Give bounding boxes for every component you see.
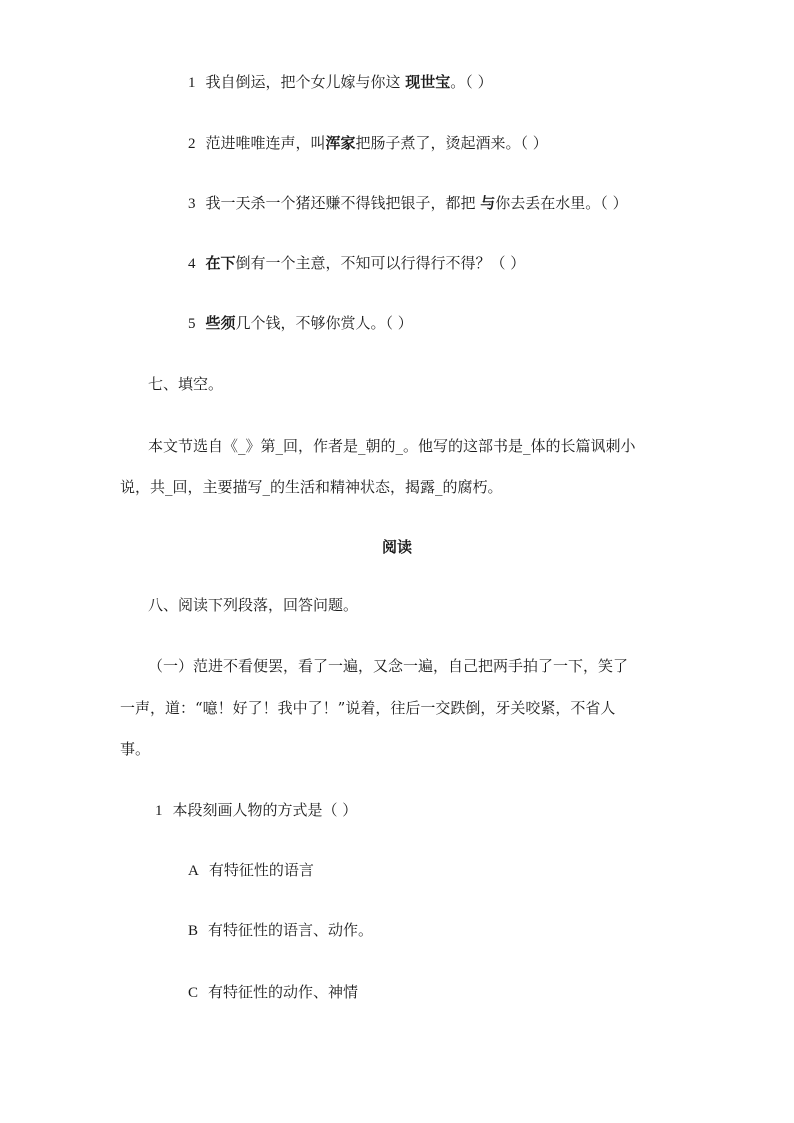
question-keyword: 与 [480, 194, 496, 212]
option-a [188, 860, 314, 881]
fill-blank-line-1: 本文节选自《_》第_回，作者是_朝的_。他写的这部书是_体的长篇讽刺小 [148, 437, 636, 455]
option-label: A [188, 863, 199, 879]
question-item-5 [188, 313, 413, 334]
question-text: 范进唯唯连声，叫 [205, 134, 326, 152]
section-7-heading: 七、填空。 [148, 375, 224, 393]
fill-blank-line-2: 说，共_回，主要描写_的生活和精神状态，揭露_的腐朽。 [120, 478, 503, 496]
question-number: 1 [188, 75, 196, 91]
question-keyword: 浑家 [325, 134, 356, 152]
question-text-end: 。（ ） [450, 73, 493, 91]
question-number: 1 [155, 803, 163, 819]
question-keyword: 在下 [205, 254, 236, 272]
question-keyword: 些须 [205, 314, 236, 332]
question-text-end: 几个钱，不够你赏人。（ ） [235, 314, 413, 332]
reading-question-1 [155, 800, 357, 821]
question-text: 我一天杀一个猪还赚不得钱把银子，都把 [205, 194, 481, 212]
question-item-4 [188, 253, 525, 274]
question-item-2 [188, 133, 548, 154]
option-label: C [188, 985, 199, 1001]
option-text: 有特征性的动作、神情 [208, 983, 359, 1001]
question-text: 本段刻画人物的方式是（ ） [172, 801, 358, 819]
option-label: B [188, 923, 199, 939]
question-item-1 [188, 72, 493, 93]
option-text: 有特征性的语言 [208, 861, 314, 879]
question-text-end: 你去丢在水里。（ ） [495, 194, 628, 212]
section-8-heading: 八、阅读下列段落，回答问题。 [148, 596, 359, 614]
option-c [188, 982, 358, 1003]
question-keyword: 现世宝 [405, 73, 451, 91]
question-item-3 [188, 193, 628, 214]
option-text: 有特征性的语言、动作。 [208, 921, 374, 939]
question-number: 2 [188, 136, 196, 152]
question-text-end: 倒有一个主意，不知可以行得行不得？（ ） [235, 254, 526, 272]
question-number: 3 [188, 196, 196, 212]
option-b [188, 920, 373, 941]
question-number: 5 [188, 316, 196, 332]
passage-line-1: （一）范进不看便罢，看了一遍，又念一遍，自己把两手拍了一下，笑了 [148, 657, 629, 675]
question-number: 4 [188, 256, 196, 272]
question-text: 我自倒运，把个女儿嫁与你这 [205, 73, 406, 91]
passage-line-2: 一声，道：“噫！好了！我中了！”说着，往后一交跌倒，牙关咬紧，不省人 [120, 699, 616, 717]
question-text-end: 把肠子煮了，烫起酒来。（ ） [355, 134, 548, 152]
passage-line-3: 事。 [120, 740, 151, 758]
reading-title: 阅读 [381, 538, 412, 556]
